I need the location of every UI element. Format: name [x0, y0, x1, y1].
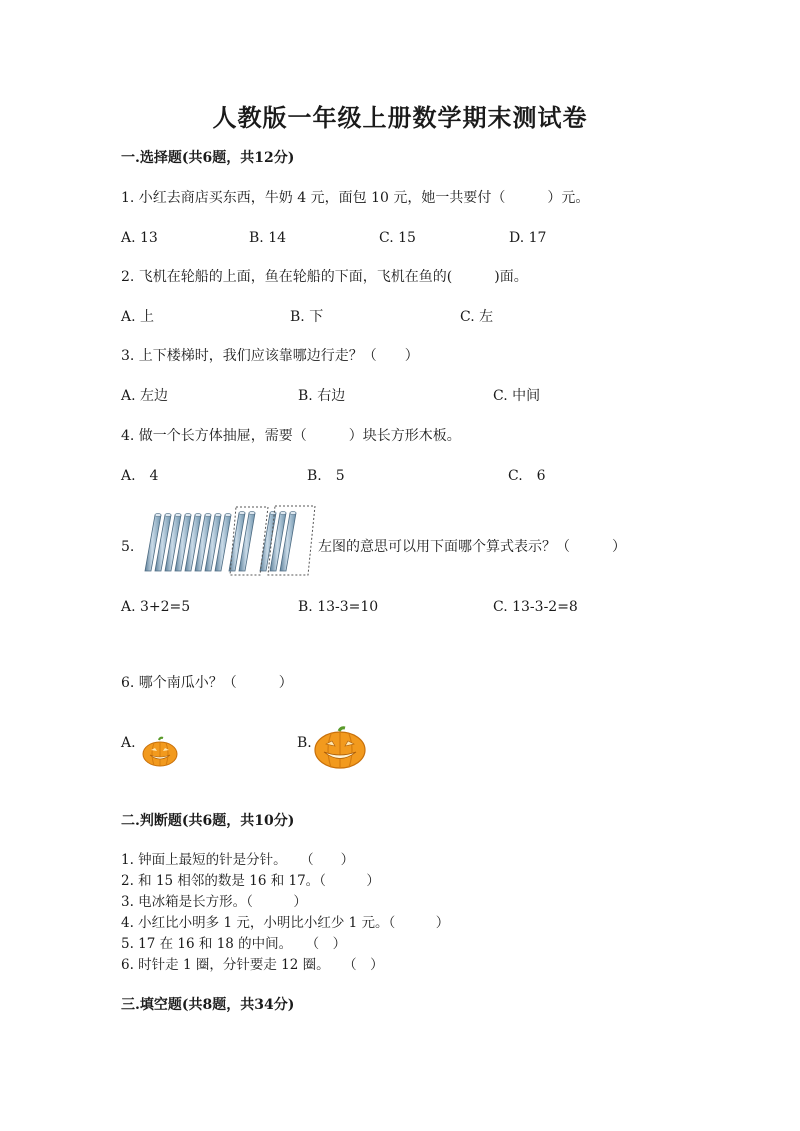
question-4-stem: 4. 做一个长方体抽屉，需要（ ）块长方形木板。	[121, 428, 461, 444]
question-1-option-b[interactable]: B. 14	[249, 230, 287, 246]
judge-item-4: 4. 小红比小明多 1 元，小明比小红少 1 元。（ ）	[121, 915, 450, 931]
question-2-stem: 2. 飞机在轮船的上面，鱼在轮船的下面，飞机在鱼的( )面。	[121, 269, 528, 285]
question-1-option-d[interactable]: D. 17	[509, 230, 547, 246]
question-3-stem: 3. 上下楼梯时，我们应该靠哪边行走？（ ）	[121, 348, 419, 364]
page-title: 人教版一年级上册数学期末测试卷	[212, 103, 588, 132]
question-4-option-c[interactable]: C. 6	[508, 468, 546, 484]
question-6-option-b[interactable]: B.	[297, 735, 312, 751]
question-4-option-b[interactable]: B. 5	[307, 468, 345, 484]
question-1-option-c[interactable]: C. 15	[379, 230, 416, 246]
question-1-stem: 1. 小红去商店买东西，牛奶 4 元，面包 10 元，她一共要付（ ）元。	[121, 190, 590, 206]
question-2-option-b[interactable]: B. 下	[290, 309, 324, 325]
section-heading-choice: 一.选择题(共6题，共12分)	[121, 150, 295, 166]
judge-item-2: 2. 和 15 相邻的数是 16 和 17。（ ）	[121, 873, 380, 889]
question-5-option-c[interactable]: C. 13-3-2=8	[493, 599, 578, 615]
judge-item-5: 5. 17 在 16 和 18 的中间。 （ ）	[121, 936, 347, 952]
large-pumpkin-image[interactable]	[314, 727, 366, 769]
question-5-option-a[interactable]: A. 3+2=5	[121, 599, 191, 615]
question-1-option-a[interactable]: A. 13	[121, 230, 158, 246]
question-5-number: 5.	[121, 539, 135, 555]
question-3-option-c[interactable]: C. 中间	[493, 388, 541, 404]
section-heading-fill: 三.填空题(共8题，共34分)	[121, 997, 295, 1013]
question-3-option-a[interactable]: A. 左边	[121, 388, 169, 404]
question-6-option-a[interactable]: A.	[121, 735, 136, 751]
question-6-stem: 6. 哪个南瓜小？（ ）	[121, 675, 293, 691]
question-5-stem: 左图的意思可以用下面哪个算式表示？（ ）	[318, 539, 626, 555]
judge-item-3: 3. 电冰箱是长方形。（ ）	[121, 894, 307, 910]
question-5-option-b[interactable]: B. 13-3=10	[298, 599, 379, 615]
counting-sticks-figure	[140, 505, 315, 577]
question-3-option-b[interactable]: B. 右边	[298, 388, 346, 404]
question-2-option-c[interactable]: C. 左	[460, 309, 494, 325]
small-pumpkin-image[interactable]	[142, 737, 178, 767]
judge-item-6: 6. 时针走 1 圈，分针要走 12 圈。 （ ）	[121, 957, 384, 973]
judge-item-1: 1. 钟面上最短的针是分针。 （ ）	[121, 852, 355, 868]
question-2-option-a[interactable]: A. 上	[121, 309, 155, 325]
question-4-option-a[interactable]: A. 4	[121, 468, 159, 484]
section-heading-judge: 二.判断题(共6题，共10分)	[121, 813, 295, 829]
